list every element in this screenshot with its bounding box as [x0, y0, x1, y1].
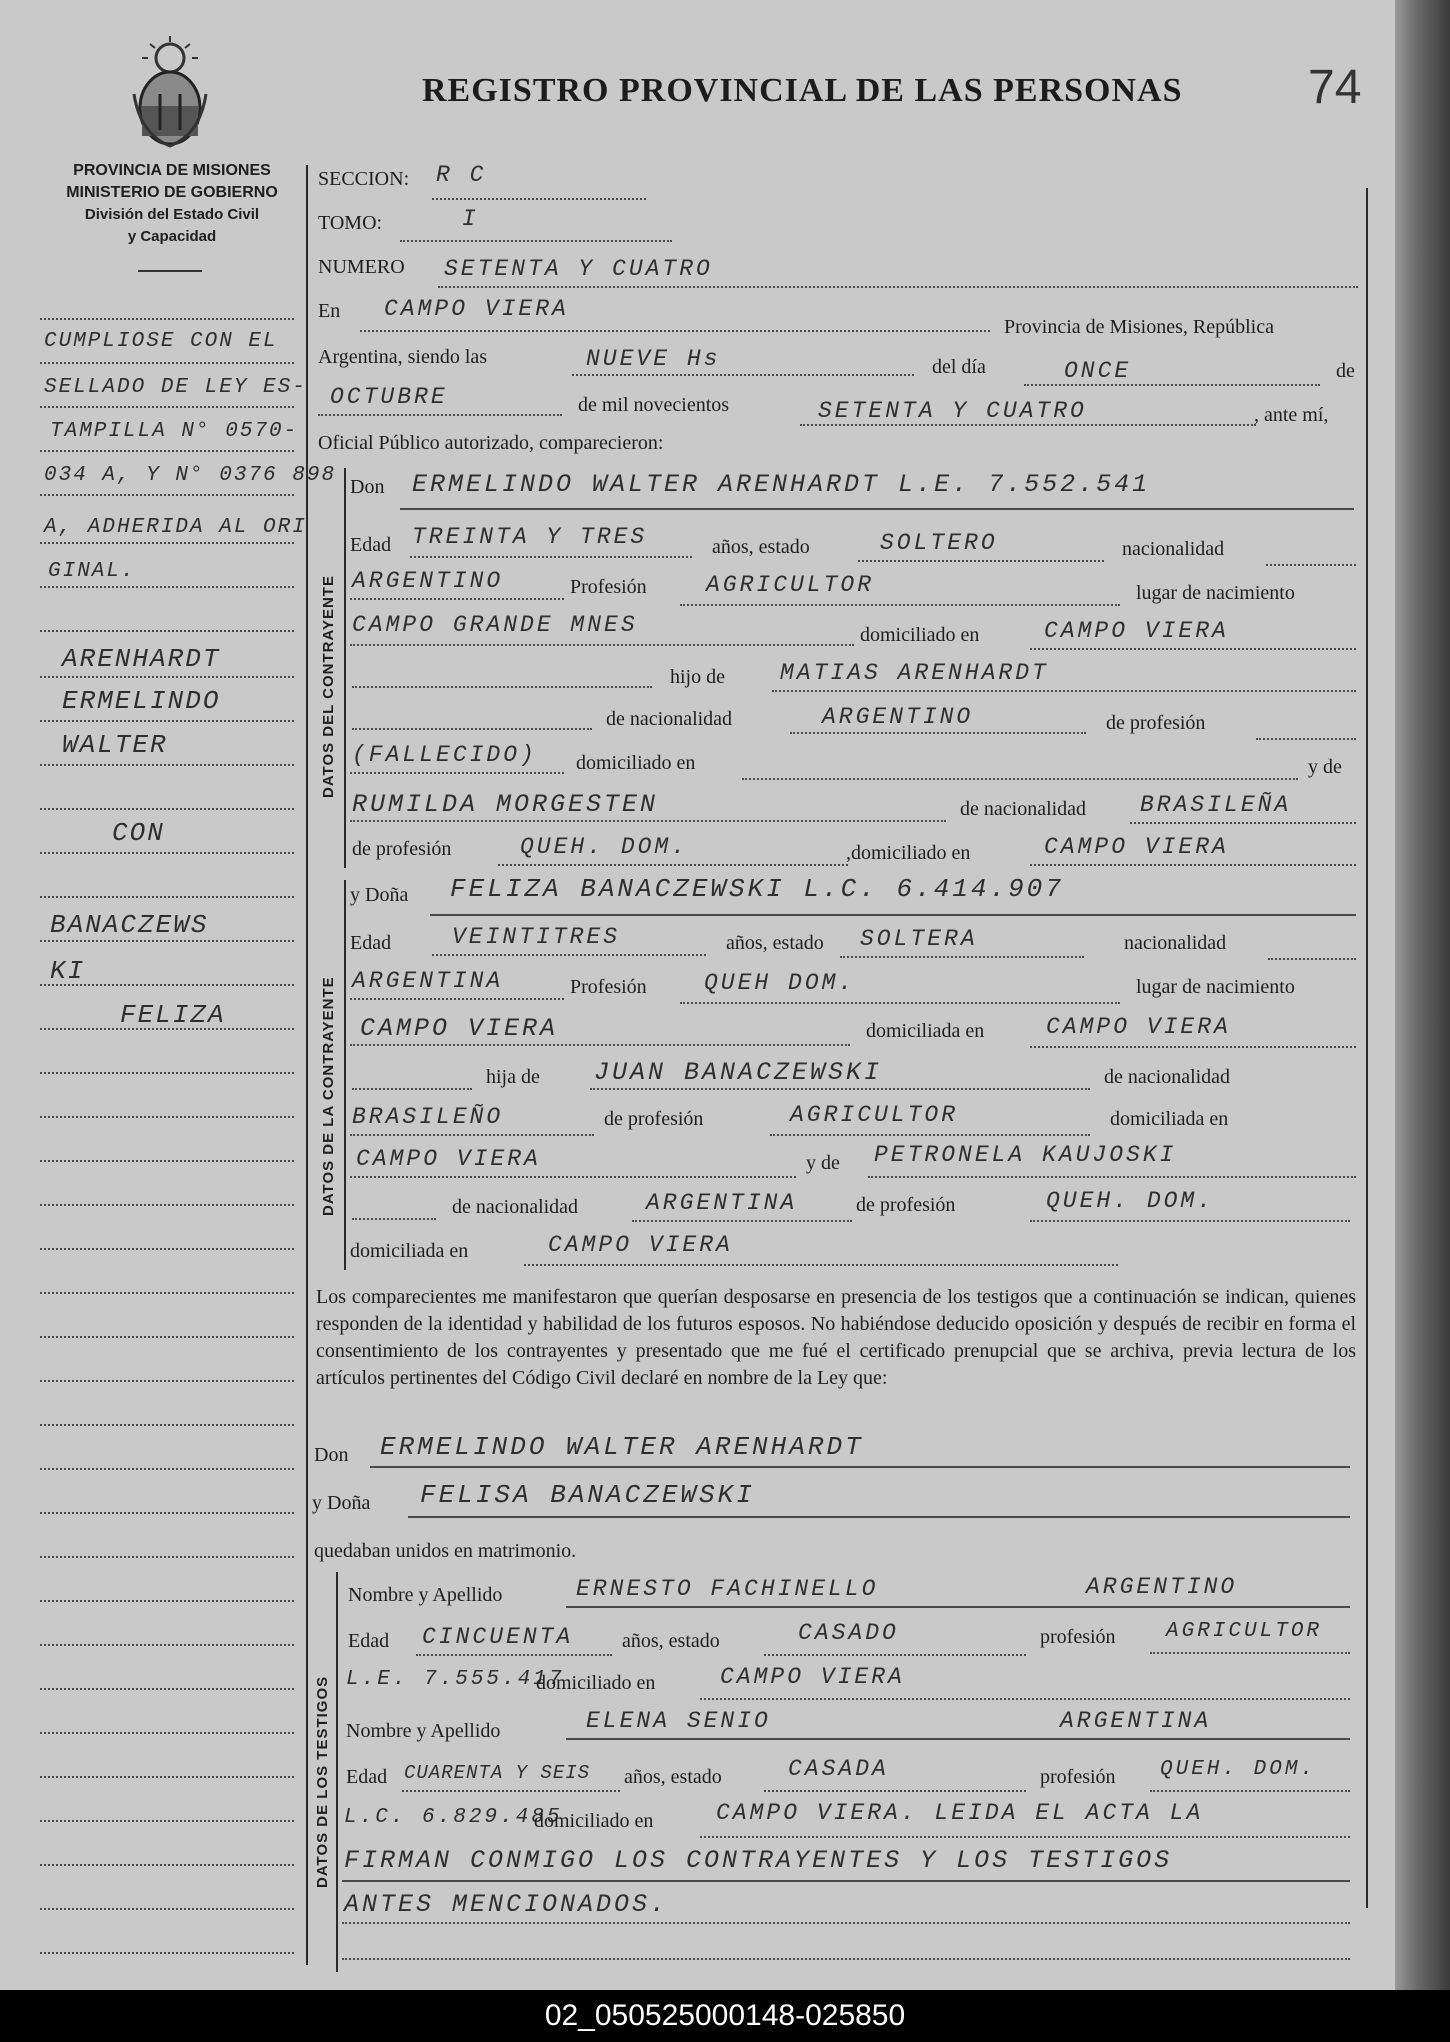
margin-name: WALTER — [62, 730, 168, 760]
contrayenta-side-label: DATOS DE LA CONTRAYENTE — [320, 976, 337, 1216]
madre-nacionalidad: BRASILEÑA — [1140, 792, 1292, 818]
hora-value: NUEVE Hs — [586, 346, 721, 372]
madre-domicilio-2: CAMPO VIERA — [548, 1232, 733, 1258]
padre-profesion-2: AGRICULTOR — [790, 1102, 959, 1128]
tomo-value: I — [462, 206, 479, 232]
domiciliado-label: domiciliado en — [860, 624, 980, 646]
de-profesion-label: de profesión — [1106, 712, 1206, 734]
padre-nacionalidad-2: BRASILEÑO — [352, 1104, 504, 1130]
scan-id-bar — [0, 1990, 1450, 2042]
contrayente-lugar: CAMPO GRANDE MNES — [352, 612, 638, 638]
padre-nacionalidad: ARGENTINO — [822, 704, 974, 730]
testigo1-nombre: ERNESTO FACHINELLO — [576, 1576, 879, 1602]
numero-value: SETENTA Y CUATRO — [444, 256, 713, 282]
testigo2-edad: CUARENTA Y SEIS — [404, 1762, 591, 1784]
de-profesion-label-2: de profesión — [352, 838, 452, 860]
domiciliada-label-3: domiciliada en — [350, 1240, 469, 1262]
document-title: REGISTRO PROVINCIAL DE LAS PERSONAS — [422, 72, 1183, 109]
margin-name: KI — [50, 956, 86, 986]
contrayenta-divider — [344, 880, 346, 1270]
tomo-label: TOMO: — [318, 212, 383, 234]
don-label-2: Don — [314, 1444, 349, 1466]
de-nacionalidad-label: de nacionalidad — [606, 708, 733, 730]
numero-label: NUMERO — [318, 256, 405, 278]
domiciliada-label: domiciliada en — [866, 1020, 985, 1042]
dona-label-2: y Doña — [312, 1492, 371, 1514]
testigo1-documento: L.E. 7.555.417 — [346, 1668, 565, 1691]
nombre-apellido-label-2: Nombre y Apellido — [346, 1720, 501, 1742]
testigo1-edad: CINCUENTA — [422, 1624, 574, 1650]
contrayente-madre: RUMILDA MORGESTEN — [352, 790, 659, 819]
argentina-label: Argentina, siendo las — [318, 346, 488, 368]
dia-value: ONCE — [1064, 358, 1132, 384]
margin-note-line: CUMPLIOSE CON EL — [44, 330, 278, 353]
contrayente-nombre: ERMELINDO WALTER ARENHARDT L.E. 7.552.541 — [412, 470, 1151, 499]
domiciliado-label-4: domiciliado en — [536, 1672, 656, 1694]
seccion-value: R C — [436, 162, 487, 188]
coat-of-arms-icon — [128, 34, 212, 152]
de-nacionalidad-label-2: de nacionalidad — [960, 798, 1087, 820]
mes-value: OCTUBRE — [330, 384, 448, 410]
contrayenta-padre: JUAN BANACZEWSKI — [594, 1058, 883, 1087]
ante-label: , ante mí, — [1254, 404, 1329, 426]
left-column-divider — [306, 165, 308, 1965]
padre-estado: (FALLECIDO) — [352, 742, 537, 768]
unidos-label: quedaban unidos en matrimonio. — [314, 1540, 577, 1562]
hija-label: hija de — [486, 1066, 540, 1088]
contrayenta-lugar: CAMPO VIERA — [360, 1014, 559, 1043]
de-label: de — [1336, 360, 1355, 382]
testigo1-nacionalidad: ARGENTINO — [1086, 1574, 1238, 1600]
contrayente-side-label: DATOS DEL CONTRAYENTE — [320, 575, 337, 798]
binding-edge — [1395, 0, 1450, 2000]
profesion-label-4: profesión — [1040, 1766, 1116, 1788]
contrayenta-profesion: QUEH DOM. — [704, 970, 856, 996]
contrayenta-domicilio: CAMPO VIERA — [1046, 1014, 1231, 1040]
page-number: 74 — [1308, 61, 1362, 114]
margin-note-line: A, ADHERIDA AL ORI — [44, 516, 307, 539]
padre-domicilio-2: CAMPO VIERA — [356, 1146, 541, 1172]
don-label: Don — [350, 476, 385, 498]
dona-label: y Doña — [350, 884, 409, 906]
en-label: En — [318, 300, 341, 322]
testigo1-profesion: AGRICULTOR — [1166, 1620, 1323, 1643]
right-border — [1366, 188, 1368, 1908]
madre-profesion-2: QUEH. DOM. — [1046, 1188, 1215, 1214]
testigo2-profesion: QUEH. DOM. — [1160, 1758, 1317, 1781]
oficial-label: Oficial Público autorizado, comparecieron: — [318, 432, 664, 454]
de-nacionalidad-label-4: de nacionalidad — [452, 1196, 579, 1218]
domiciliada-label-2: domiciliada en — [1110, 1108, 1229, 1130]
org-ministry: MINISTERIO DE GOBIERNO — [66, 184, 278, 201]
margin-name: ERMELINDO — [62, 686, 221, 716]
testigos-side-label: DATOS DE LOS TESTIGOS — [314, 1675, 331, 1888]
cierre-linea-2: ANTES MENCIONADOS. — [344, 1890, 669, 1919]
domiciliado-label-3: ,domiciliado en — [846, 842, 971, 864]
anios-label-3: años, estado — [622, 1630, 720, 1652]
testigo2-domicilio: CAMPO VIERA. LEIDA EL ACTA LA — [716, 1800, 1204, 1826]
mil-label: de mil novecientos — [578, 394, 730, 416]
cierre-linea-1: FIRMAN CONMIGO LOS CONTRAYENTES Y LOS TESTIGOS — [344, 1846, 1173, 1875]
testigo2-estado: CASADA — [788, 1756, 889, 1782]
edad-label-2: Edad — [350, 932, 392, 954]
de-profesion-label-3: de profesión — [604, 1108, 704, 1130]
contrayente-nacionalidad: ARGENTINO — [352, 568, 504, 594]
org-header — [40, 160, 304, 248]
profesion-label-3: profesión — [1040, 1626, 1116, 1648]
anios-label-2: años, estado — [726, 932, 824, 954]
declaracion-texto: Los comparecientes me manifestaron que querían desposarse en presencia de los testigos que a continuación se indican, quienes responden de la identidad y habilidad de los futuros esposos. No habiéndose deducido oposición y después de recibir en forma el consentimiento de los contrayentes y presentado que me fué el certificado prenupcial que se archiva, previa lectura de los artículos pertinentes del Código Civil declaré en nombre de la Ley que: — [316, 1286, 1356, 1389]
testigos-divider — [336, 1572, 338, 1972]
nombre-apellido-label: Nombre y Apellido — [348, 1584, 503, 1606]
contrayenta-nacionalidad: ARGENTINA — [352, 968, 504, 994]
margin-name: FELIZA — [120, 1000, 226, 1030]
contrayenta-nombre: FELIZA BANACZEWSKI L.C. 6.414.907 — [450, 874, 1064, 904]
domiciliado-label-2: domiciliado en — [576, 752, 696, 774]
de-profesion-label-4: de profesión — [856, 1194, 956, 1216]
margin-note-line: TAMPILLA N° 0570- — [50, 420, 299, 443]
org-province: PROVINCIA DE MISIONES — [73, 162, 271, 179]
contrayente-padre: MATIAS ARENHARDT — [780, 660, 1049, 686]
declaracion-dona: FELISA BANACZEWSKI — [420, 1480, 755, 1510]
hijo-label: hijo de — [670, 666, 725, 688]
provincia-label: Provincia de Misiones, República — [1004, 316, 1274, 338]
testigo2-nacionalidad: ARGENTINA — [1060, 1708, 1212, 1734]
org-division-2: y Capacidad — [127, 228, 217, 245]
margin-name: CON — [112, 818, 165, 848]
en-value: CAMPO VIERA — [384, 296, 569, 322]
lugar-label: lugar de nacimiento — [1136, 582, 1295, 604]
contrayente-edad: TREINTA Y TRES — [412, 524, 648, 550]
contrayente-estado: SOLTERO — [880, 530, 998, 556]
contrayenta-edad: VEINTITRES — [452, 924, 621, 950]
org-division: División del Estado Civil — [84, 206, 260, 223]
contrayente-profesion: AGRICULTOR — [706, 572, 875, 598]
edad-label-3: Edad — [348, 1630, 390, 1652]
y-de-label-2: y de — [806, 1152, 840, 1174]
madre-profesion: QUEH. DOM. — [520, 834, 689, 860]
de-nacionalidad-label-3: de nacionalidad — [1104, 1066, 1231, 1088]
y-de-label: y de — [1308, 756, 1342, 778]
madre-nacionalidad-2: ARGENTINA — [646, 1190, 798, 1216]
declaracion-don: ERMELINDO WALTER ARENHARDT — [380, 1432, 864, 1462]
dia-label: del día — [932, 356, 986, 378]
madre-domicilio: CAMPO VIERA — [1044, 834, 1229, 860]
testigo2-documento: L.C. 6.829.485 — [344, 1806, 563, 1829]
org-underline — [138, 270, 202, 272]
margin-note-line: 034 A, Y N° 0376 898 — [44, 464, 337, 487]
margin-note-line: SELLADO DE LEY ES- — [44, 376, 307, 399]
anios-label-4: años, estado — [624, 1766, 722, 1788]
contrayenta-estado: SOLTERA — [860, 926, 978, 952]
contrayente-domicilio: CAMPO VIERA — [1044, 618, 1229, 644]
testigo1-domicilio: CAMPO VIERA — [720, 1664, 905, 1690]
testigo2-nombre: ELENA SENIO — [586, 1708, 771, 1734]
anio-value: SETENTA Y CUATRO — [818, 398, 1087, 424]
profesion-label: Profesión — [570, 576, 647, 598]
contrayenta-madre: PETRONELA KAUJOSKI — [874, 1142, 1177, 1168]
margin-name: ARENHARDT — [62, 644, 221, 674]
anios-label: años, estado — [712, 536, 810, 558]
margin-note-line: GINAL. — [48, 560, 136, 583]
contrayente-divider — [344, 468, 346, 868]
scan-id: 02_050525000148-025850 — [544, 1999, 906, 2032]
testigo1-estado: CASADO — [798, 1620, 899, 1646]
seccion-label: SECCION: — [318, 168, 410, 190]
domiciliado-label-5: domiciliado en — [534, 1810, 654, 1832]
lugar-label-2: lugar de nacimiento — [1136, 976, 1295, 998]
nacionalidad-label: nacionalidad — [1122, 538, 1225, 560]
edad-label-4: Edad — [346, 1766, 388, 1788]
margin-name: BANACZEWS — [50, 910, 209, 940]
nacionalidad-label-2: nacionalidad — [1124, 932, 1227, 954]
edad-label: Edad — [350, 534, 392, 556]
profesion-label-2: Profesión — [570, 976, 647, 998]
